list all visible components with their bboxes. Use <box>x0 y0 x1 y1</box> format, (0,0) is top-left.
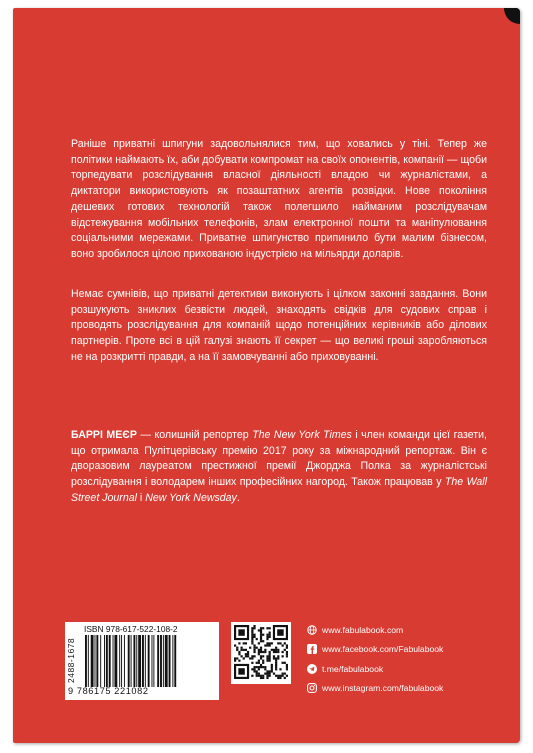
link-text: www.instagram.com/fabulabook <box>322 683 444 694</box>
author-bio <box>71 428 487 507</box>
barcode-digits: 9 786175 221082 <box>68 686 149 696</box>
isbn-barcode-box <box>65 622 219 700</box>
author-bio-text: . <box>236 491 240 504</box>
newspaper-name: The Wall Street Journal <box>71 476 488 504</box>
link-text: www.fabulabook.com <box>322 624 404 635</box>
newspaper-name: The New York Times <box>252 429 352 441</box>
globe-icon <box>307 625 317 635</box>
qr-code <box>231 622 291 684</box>
publisher-links <box>307 620 443 698</box>
author-bio-text: — колишній репортер <box>136 429 253 441</box>
qr-code-image <box>234 625 288 681</box>
author-bio-text: і <box>136 491 146 504</box>
barcode <box>84 635 212 687</box>
barcode-side-number: 2488-1678 <box>66 637 76 683</box>
author-bio-text: і член команди цієї газети, що отримала Пулітцерівську премію 2017 року за міжнародний репортаж. Він є дворазовим лауреатом престижної премії Джорджа Полка за журналістські розслідування і володарем інших професійних нагород. Також працював у <box>71 429 488 489</box>
annotation-paragraph-2: Немає сумнівів, що приватні детективи виконують і цілком законні завдання. Вони розшукують зниклих безвісти людей, знаходять свідків для судових справ і проводять розслідування для компаній щодо потенційних керівників або ділових партнерів. Проте всі в цій галузі знають її секрет — що великі гроші заробляються не на розкритті правди, а на її замовчуванні або приховуванні. <box>71 288 487 363</box>
author-name: БАРРІ МЕЄР <box>71 429 137 441</box>
newspaper-name: New York Newsday <box>145 491 237 504</box>
annotation-paragraph-1: Раніше приватні шпигуни задовольнялися тим, що ховались у тіні. Тепер же політики наймають їх, аби добувати компромат на своїх опонентів, компанії — щоби торпедувати розслідування власної діяльності владою чи журналістами, а диктатори використовують як позаштатних агентів розвідки. Нове покоління дешевих готових технологій також полегшило найманим розслідувачам відстежування мобільних телефонів, злам електронної пошти та маніпулювання соціальними мережами. Приватне шпигунство припинило бути малим бізнесом, воно зробилося цілою прихованою індустрією на мільярди доларів. <box>71 138 487 260</box>
back-cover <box>13 8 520 743</box>
corner-shadow <box>504 8 520 24</box>
telegram-icon <box>307 664 317 674</box>
link-website[interactable] <box>307 620 443 640</box>
facebook-icon <box>307 644 317 654</box>
link-text: t.me/fabulabook <box>322 663 384 674</box>
isbn-number: ISBN 978-617-522-108-2 <box>84 624 178 634</box>
instagram-icon <box>307 683 317 693</box>
link-text: www.facebook.com/Fabulabook <box>322 644 444 655</box>
link-telegram[interactable] <box>307 659 443 679</box>
link-instagram[interactable] <box>307 679 443 699</box>
link-facebook[interactable] <box>307 640 443 660</box>
